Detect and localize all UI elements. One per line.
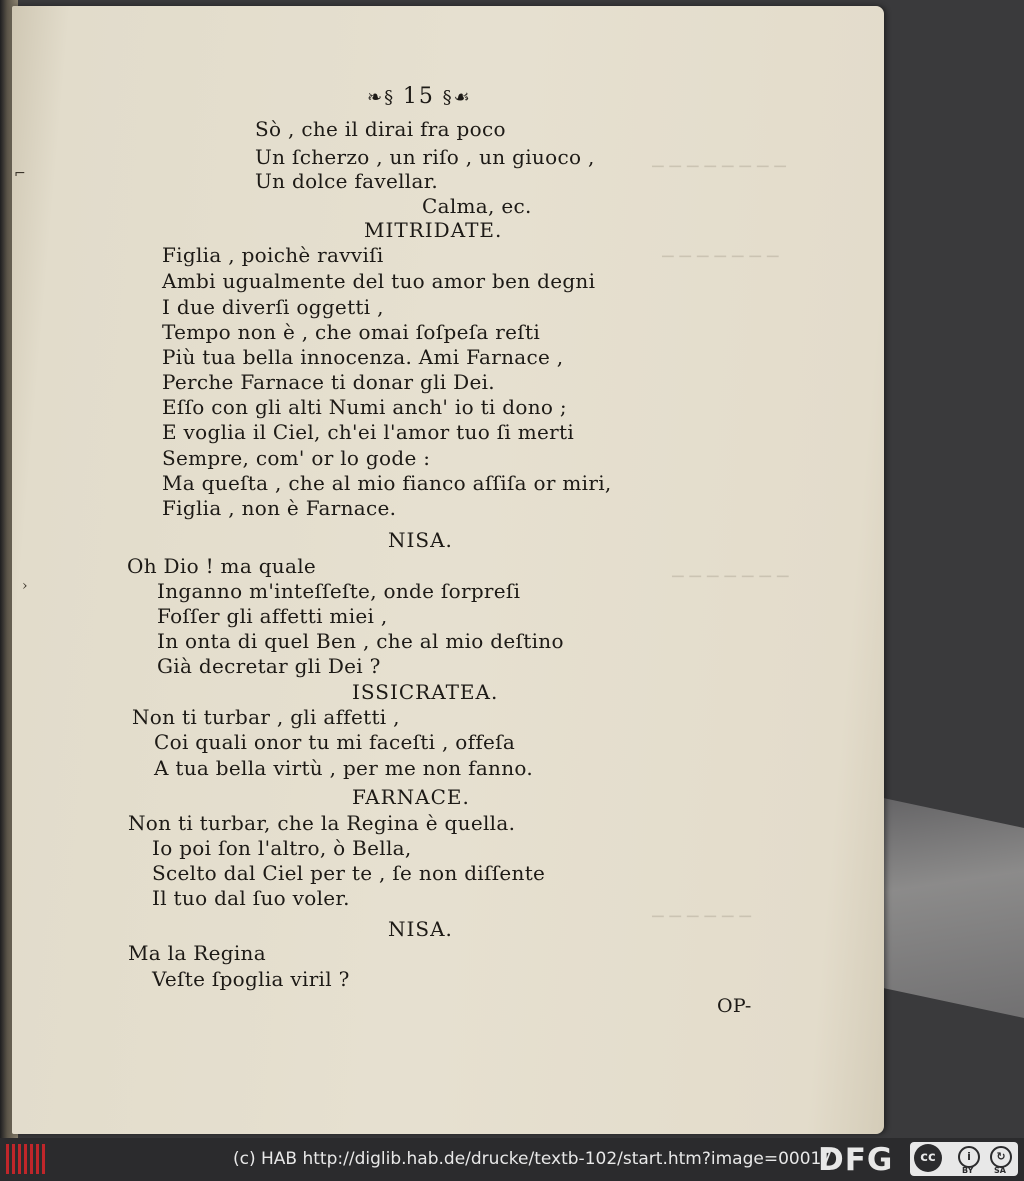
verse-line: Perche Farnace ti donar gli Dei.	[162, 370, 495, 394]
speaker-heading: ISSICRATEA.	[352, 680, 499, 704]
speaker-heading: FARNACE.	[352, 785, 470, 809]
bleed-through-text: ─ ─ ─ ─ ─ ─ ─	[662, 246, 779, 268]
verse-line: Un ſcherzo , un riſo , un giuoco ,	[255, 145, 595, 169]
share-alike-icon: ↻	[990, 1146, 1012, 1168]
verse-line: E voglia il Ciel, ch'ei l'amor tuo ſi merti	[162, 420, 575, 444]
verse-line: In onta di quel Ben , che al mio deſtino	[157, 629, 564, 653]
dfg-logo[interactable]: DFG	[818, 1142, 894, 1178]
verse-line: Io poi ſon l'altro, ò Bella,	[152, 836, 412, 860]
bleed-through-text: ─ ─ ─ ─ ─ ─ ─	[672, 566, 789, 588]
ornament-left-icon: ❧§	[367, 87, 396, 108]
viewer-footer	[0, 1138, 1024, 1181]
book-page	[12, 6, 884, 1134]
running-head	[367, 84, 472, 109]
verse-line: Più tua bella innocenza. Ami Farnace ,	[162, 345, 564, 369]
copyright-link[interactable]: (c) HAB http://diglib.hab.de/drucke/textb-102/start.htm?image=00017	[233, 1149, 833, 1169]
cc-icon: cc	[914, 1144, 942, 1172]
margin-mark: ⌐	[14, 166, 26, 182]
verse-line: Coi quali onor tu mi faceſti , offeſa	[154, 730, 516, 754]
license-sa-label: SA	[994, 1166, 1006, 1175]
verse-line: Eſſo con gli alti Numi anch' io ti dono ;	[162, 395, 567, 419]
verse-line: Oh Dio ! ma quale	[127, 554, 317, 578]
hab-logo-icon[interactable]	[6, 1144, 48, 1174]
verse-line: Ambi ugualmente del tuo amor ben degni	[162, 269, 596, 293]
catchword: OP-	[717, 995, 752, 1017]
verse-line: Un dolce favellar.	[255, 169, 439, 193]
verse-line: Foſſer gli affetti miei ,	[157, 604, 388, 628]
margin-mark: ›	[22, 578, 28, 594]
page-corner-shadow	[874, 796, 1024, 1018]
verse-line: Non ti turbar, che la Regina è quella.	[128, 811, 516, 835]
cc-license-badge[interactable]	[910, 1142, 1018, 1176]
bleed-through-text: ─ ─ ─ ─ ─ ─ ─ ─	[652, 156, 786, 178]
verse-line: Scelto dal Ciel per te , ſe non diſſente	[152, 861, 546, 885]
verse-line: Il tuo dal ſuo voler.	[152, 886, 350, 910]
verse-line: Non ti turbar , gli affetti ,	[132, 705, 400, 729]
license-by-label: BY	[962, 1166, 974, 1175]
verse-line: Ma queſta , che al mio fianco aſſiſa or miri,	[162, 471, 612, 495]
verse-line: Figlia , non è Farnace.	[162, 496, 397, 520]
page-number: 15	[402, 84, 435, 109]
verse-line: Tempo non è , che omai ſoſpeſa reſti	[162, 320, 541, 344]
speaker-heading: NISA.	[388, 917, 453, 941]
verse-line: Ma la Regina	[128, 941, 266, 965]
verse-line: Inganno m'inteſſeſte, onde ſorpreſi	[157, 579, 521, 603]
verse-line: Sempre, com' or lo gode :	[162, 446, 431, 470]
bleed-through-text: ─ ─ ─ ─ ─ ─	[652, 906, 751, 928]
verse-line: A tua bella virtù , per me non fanno.	[154, 756, 534, 780]
verse-line: Già decretar gli Dei ?	[157, 654, 381, 678]
verse-line: Veſte ſpoglia viril ?	[152, 967, 350, 991]
person-icon: i	[958, 1146, 980, 1168]
speaker-heading: NISA.	[388, 528, 453, 552]
ornament-right-icon: §☙	[442, 87, 472, 108]
verse-line: Calma, ec.	[422, 194, 532, 218]
verse-line: I due diverſi oggetti ,	[162, 295, 384, 319]
verse-line: Sò , che il dirai fra poco	[255, 117, 506, 141]
verse-line: Figlia , poichè ravviſi	[162, 243, 384, 267]
speaker-heading: MITRIDATE.	[364, 218, 503, 242]
